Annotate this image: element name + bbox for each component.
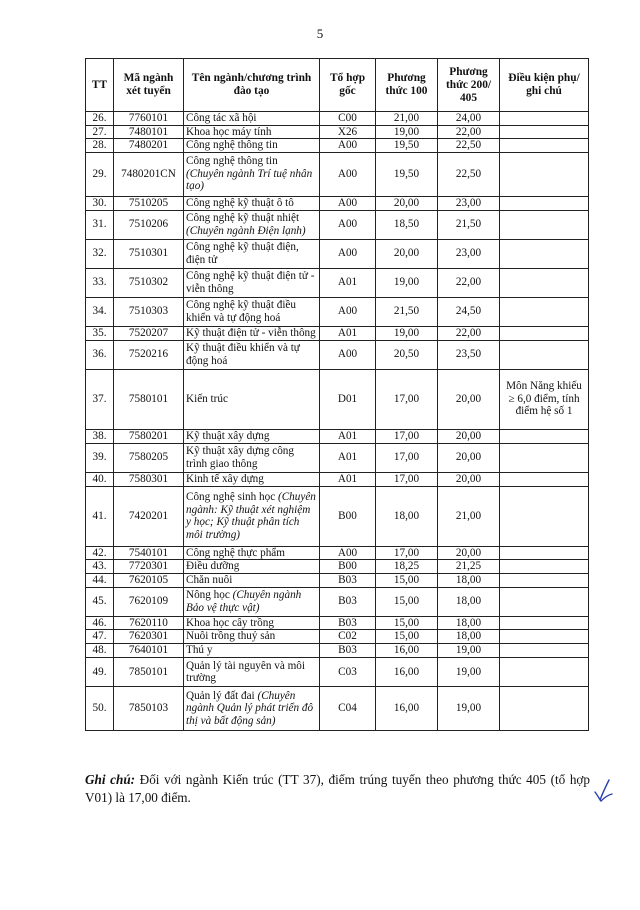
major-name-text: Công nghệ kỹ thuật điện tử - viễn thông bbox=[186, 270, 315, 295]
table-row bbox=[86, 630, 589, 644]
row-subject-group: A00 bbox=[320, 239, 376, 268]
row-method-200-405: 24,50 bbox=[438, 297, 500, 326]
major-name-text: Nuôi trồng thuỷ sản bbox=[186, 630, 276, 643]
row-major-code: 7850103 bbox=[114, 687, 184, 731]
table-row bbox=[86, 443, 589, 472]
major-name-text: Nông học bbox=[186, 589, 230, 601]
footnote-text: Đối với ngành Kiến trúc (TT 37), điểm trúng tuyển theo phương thức 405 (tổ hợp V01) là 17,00 điểm. bbox=[85, 772, 591, 805]
row-major-name bbox=[184, 152, 320, 196]
major-name-text: Công nghệ kỹ thuật điện, điện tử bbox=[186, 241, 299, 266]
row-conditions bbox=[500, 139, 589, 153]
major-name-text: Quản lý tài nguyên và môi trường bbox=[186, 659, 305, 684]
row-method-200-405: 23,50 bbox=[438, 340, 500, 369]
row-conditions bbox=[500, 297, 589, 326]
row-conditions bbox=[500, 587, 589, 616]
row-subject-group: C04 bbox=[320, 687, 376, 731]
row-subject-group: A01 bbox=[320, 268, 376, 297]
row-conditions bbox=[500, 658, 589, 687]
row-major-code: 7420201 bbox=[114, 486, 184, 546]
row-method-100: 16,00 bbox=[376, 658, 438, 687]
row-method-100: 19,00 bbox=[376, 125, 438, 139]
table-row bbox=[86, 573, 589, 587]
row-major-code: 7580205 bbox=[114, 443, 184, 472]
row-method-200-405: 18,00 bbox=[438, 587, 500, 616]
row-subject-group: A00 bbox=[320, 196, 376, 210]
row-tt: 39. bbox=[86, 443, 114, 472]
row-conditions bbox=[500, 152, 589, 196]
table-header-row bbox=[86, 59, 589, 112]
row-major-code: 7640101 bbox=[114, 644, 184, 658]
header-conditions: Điều kiện phụ/ ghi chú bbox=[500, 59, 589, 112]
table-row bbox=[86, 239, 589, 268]
row-method-100: 21,50 bbox=[376, 297, 438, 326]
table-row bbox=[86, 152, 589, 196]
major-name-text: Kỹ thuật điện tử - viễn thông bbox=[186, 326, 316, 339]
major-name-text: Điều dưỡng bbox=[186, 560, 240, 572]
row-major-name bbox=[184, 587, 320, 616]
row-subject-group: B03 bbox=[320, 616, 376, 630]
table-row bbox=[86, 687, 589, 731]
row-conditions bbox=[500, 268, 589, 297]
row-method-100: 20,50 bbox=[376, 340, 438, 369]
row-method-200-405: 19,00 bbox=[438, 658, 500, 687]
row-tt: 31. bbox=[86, 210, 114, 239]
row-tt: 42. bbox=[86, 546, 114, 560]
row-method-200-405: 23,00 bbox=[438, 239, 500, 268]
row-subject-group: A01 bbox=[320, 443, 376, 472]
row-subject-group: B03 bbox=[320, 573, 376, 587]
row-method-200-405: 22,50 bbox=[438, 139, 500, 153]
row-conditions bbox=[500, 112, 589, 126]
major-specialization-text: (Chuyên ngành Điện lạnh) bbox=[186, 224, 306, 237]
row-major-name bbox=[184, 125, 320, 139]
major-name-text: Thú y bbox=[186, 644, 213, 657]
row-major-name bbox=[184, 472, 320, 486]
row-method-100: 20,00 bbox=[376, 239, 438, 268]
row-major-code: 7480201 bbox=[114, 139, 184, 153]
row-major-name bbox=[184, 616, 320, 630]
row-subject-group: B00 bbox=[320, 486, 376, 546]
row-tt: 35. bbox=[86, 326, 114, 340]
table-row bbox=[86, 210, 589, 239]
major-name-text: Chăn nuôi bbox=[186, 573, 233, 586]
footnote-label: Ghi chú: bbox=[85, 772, 136, 787]
row-method-100: 21,00 bbox=[376, 112, 438, 126]
row-major-name bbox=[184, 239, 320, 268]
major-name-text: Kiến trúc bbox=[186, 392, 228, 405]
table-row bbox=[86, 546, 589, 560]
row-conditions bbox=[500, 326, 589, 340]
row-subject-group: X26 bbox=[320, 125, 376, 139]
row-subject-group: A01 bbox=[320, 326, 376, 340]
row-major-name bbox=[184, 486, 320, 546]
row-major-code: 7580101 bbox=[114, 369, 184, 429]
row-major-name bbox=[184, 644, 320, 658]
row-method-200-405: 20,00 bbox=[438, 443, 500, 472]
row-method-100: 19,00 bbox=[376, 268, 438, 297]
row-conditions bbox=[500, 429, 589, 443]
signature-mark bbox=[592, 778, 614, 804]
major-name-text: Kinh tế xây dựng bbox=[186, 472, 264, 485]
row-major-code: 7520207 bbox=[114, 326, 184, 340]
admission-score-table bbox=[85, 58, 589, 731]
row-subject-group: A00 bbox=[320, 139, 376, 153]
row-major-code: 7510303 bbox=[114, 297, 184, 326]
row-major-code: 7580201 bbox=[114, 429, 184, 443]
major-name-text: Công nghệ kỹ thuật điều khiển và tự động hoá bbox=[186, 299, 296, 324]
table-row bbox=[86, 486, 589, 546]
major-name-text: Công nghệ thực phẩm bbox=[186, 546, 285, 559]
row-major-name bbox=[184, 687, 320, 731]
row-conditions bbox=[500, 443, 589, 472]
row-tt: 46. bbox=[86, 616, 114, 630]
row-tt: 40. bbox=[86, 472, 114, 486]
row-conditions bbox=[500, 196, 589, 210]
major-specialization-text: (Chuyên ngành: Kỹ thuật xét nghiệm y học; Kỹ thuật phân tích môi trường) bbox=[186, 491, 316, 541]
row-major-code: 7620110 bbox=[114, 616, 184, 630]
row-tt: 49. bbox=[86, 658, 114, 687]
page-number: 5 bbox=[316, 26, 324, 41]
row-tt: 41. bbox=[86, 486, 114, 546]
row-major-code: 7620301 bbox=[114, 630, 184, 644]
row-major-name bbox=[184, 210, 320, 239]
major-name-text: Quản lý đất đai bbox=[186, 689, 255, 702]
major-specialization-text: (Chuyên ngành Quản lý phát triển đô thị và bất động sản) bbox=[186, 689, 314, 727]
header-major-name: Tên ngành/chương trình đào tạo bbox=[184, 59, 320, 112]
table-row bbox=[86, 112, 589, 126]
row-major-name bbox=[184, 340, 320, 369]
row-subject-group: A00 bbox=[320, 340, 376, 369]
major-name-text: Công tác xã hội bbox=[186, 112, 257, 124]
row-conditions bbox=[500, 560, 589, 574]
table-row bbox=[86, 340, 589, 369]
row-conditions bbox=[500, 239, 589, 268]
header-tt: TT bbox=[86, 59, 114, 112]
major-name-text: Công nghệ kỹ thuật nhiệt bbox=[186, 212, 300, 224]
footnote bbox=[85, 771, 590, 807]
row-method-100: 18,00 bbox=[376, 486, 438, 546]
row-major-code: 7510205 bbox=[114, 196, 184, 210]
major-name-text: Công nghệ sinh học bbox=[186, 491, 276, 503]
row-conditions bbox=[500, 616, 589, 630]
row-major-code: 7620109 bbox=[114, 587, 184, 616]
row-method-100: 17,00 bbox=[376, 429, 438, 443]
row-major-code: 7760101 bbox=[114, 112, 184, 126]
header-major-code: Mã ngành xét tuyển bbox=[114, 59, 184, 112]
row-subject-group: A00 bbox=[320, 546, 376, 560]
row-major-name bbox=[184, 369, 320, 429]
row-method-200-405: 19,00 bbox=[438, 644, 500, 658]
table-row bbox=[86, 658, 589, 687]
header-subject-group: Tổ hợp gốc bbox=[320, 59, 376, 112]
table-row bbox=[86, 297, 589, 326]
row-tt: 26. bbox=[86, 112, 114, 126]
row-method-200-405: 22,00 bbox=[438, 268, 500, 297]
table-row bbox=[86, 429, 589, 443]
major-name-text: Kỹ thuật xây dựng công trình giao thông bbox=[186, 445, 294, 470]
row-method-100: 19,50 bbox=[376, 152, 438, 196]
row-method-100: 15,00 bbox=[376, 616, 438, 630]
row-method-200-405: 23,00 bbox=[438, 196, 500, 210]
row-tt: 27. bbox=[86, 125, 114, 139]
row-tt: 29. bbox=[86, 152, 114, 196]
row-method-200-405: 22,50 bbox=[438, 152, 500, 196]
row-major-code: 7480101 bbox=[114, 125, 184, 139]
row-tt: 37. bbox=[86, 369, 114, 429]
row-tt: 43. bbox=[86, 560, 114, 574]
row-major-name bbox=[184, 196, 320, 210]
header-method-200-405: Phương thức 200/ 405 bbox=[438, 59, 500, 112]
row-tt: 33. bbox=[86, 268, 114, 297]
row-method-100: 16,00 bbox=[376, 687, 438, 731]
major-name-text: Công nghệ thông tin bbox=[186, 155, 278, 168]
row-conditions bbox=[500, 687, 589, 731]
row-subject-group: B03 bbox=[320, 644, 376, 658]
row-conditions bbox=[500, 630, 589, 644]
row-major-code: 7510301 bbox=[114, 239, 184, 268]
table-row bbox=[86, 268, 589, 297]
row-subject-group: C02 bbox=[320, 630, 376, 644]
row-method-200-405: 18,00 bbox=[438, 616, 500, 630]
row-major-code: 7510302 bbox=[114, 268, 184, 297]
row-method-100: 15,00 bbox=[376, 587, 438, 616]
row-tt: 44. bbox=[86, 573, 114, 587]
row-tt: 50. bbox=[86, 687, 114, 731]
table-row bbox=[86, 125, 589, 139]
row-method-100: 17,00 bbox=[376, 472, 438, 486]
row-conditions bbox=[500, 573, 589, 587]
row-method-100: 18,50 bbox=[376, 210, 438, 239]
row-subject-group: A01 bbox=[320, 472, 376, 486]
row-tt: 28. bbox=[86, 139, 114, 153]
row-conditions: Môn Năng khiếu ≥ 6,0 điểm, tính điểm hệ số 1 bbox=[500, 369, 589, 429]
row-major-name bbox=[184, 560, 320, 574]
row-method-200-405: 22,00 bbox=[438, 125, 500, 139]
table-row bbox=[86, 196, 589, 210]
row-method-200-405: 22,00 bbox=[438, 326, 500, 340]
row-subject-group: D01 bbox=[320, 369, 376, 429]
row-major-code: 7720301 bbox=[114, 560, 184, 574]
row-subject-group: B00 bbox=[320, 560, 376, 574]
row-conditions bbox=[500, 546, 589, 560]
row-tt: 34. bbox=[86, 297, 114, 326]
row-method-200-405: 21,00 bbox=[438, 486, 500, 546]
table-row bbox=[86, 644, 589, 658]
row-major-name bbox=[184, 658, 320, 687]
row-method-200-405: 20,00 bbox=[438, 429, 500, 443]
row-tt: 32. bbox=[86, 239, 114, 268]
row-method-200-405: 19,00 bbox=[438, 687, 500, 731]
row-major-name bbox=[184, 443, 320, 472]
row-tt: 47. bbox=[86, 630, 114, 644]
row-subject-group: C03 bbox=[320, 658, 376, 687]
table-row bbox=[86, 560, 589, 574]
row-method-200-405: 18,00 bbox=[438, 573, 500, 587]
row-tt: 30. bbox=[86, 196, 114, 210]
row-conditions bbox=[500, 486, 589, 546]
table-row bbox=[86, 369, 589, 429]
row-method-100: 17,00 bbox=[376, 546, 438, 560]
row-method-100: 19,50 bbox=[376, 139, 438, 153]
major-name-text: Công nghệ kỹ thuật ô tô bbox=[186, 196, 294, 209]
row-major-name bbox=[184, 268, 320, 297]
row-major-code: 7520216 bbox=[114, 340, 184, 369]
row-subject-group: A00 bbox=[320, 210, 376, 239]
row-method-200-405: 20,00 bbox=[438, 369, 500, 429]
table-row bbox=[86, 616, 589, 630]
row-method-200-405: 18,00 bbox=[438, 630, 500, 644]
row-major-name bbox=[184, 297, 320, 326]
row-method-100: 16,00 bbox=[376, 644, 438, 658]
row-major-code: 7620105 bbox=[114, 573, 184, 587]
header-method-100: Phương thức 100 bbox=[376, 59, 438, 112]
row-major-name bbox=[184, 139, 320, 153]
row-method-200-405: 24,00 bbox=[438, 112, 500, 126]
row-major-code: 7540101 bbox=[114, 546, 184, 560]
row-subject-group: A01 bbox=[320, 429, 376, 443]
row-major-name bbox=[184, 573, 320, 587]
table-row bbox=[86, 326, 589, 340]
major-name-text: Khoa học máy tính bbox=[186, 125, 272, 138]
row-conditions bbox=[500, 340, 589, 369]
row-conditions bbox=[500, 644, 589, 658]
major-name-text: Kỹ thuật xây dựng bbox=[186, 429, 270, 442]
row-major-name bbox=[184, 429, 320, 443]
row-major-code: 7850101 bbox=[114, 658, 184, 687]
row-method-100: 18,25 bbox=[376, 560, 438, 574]
row-method-100: 17,00 bbox=[376, 443, 438, 472]
major-specialization-text: (Chuyên ngành Trí tuệ nhân tạo) bbox=[186, 167, 313, 193]
row-method-100: 20,00 bbox=[376, 196, 438, 210]
row-major-name bbox=[184, 630, 320, 644]
row-conditions bbox=[500, 125, 589, 139]
row-conditions bbox=[500, 472, 589, 486]
major-name-text: Công nghệ thông tin bbox=[186, 139, 278, 151]
row-subject-group: A00 bbox=[320, 152, 376, 196]
row-conditions bbox=[500, 210, 589, 239]
row-major-name bbox=[184, 326, 320, 340]
row-major-code: 7480201CN bbox=[114, 152, 184, 196]
row-method-100: 19,00 bbox=[376, 326, 438, 340]
row-method-100: 17,00 bbox=[376, 369, 438, 429]
row-method-200-405: 21,50 bbox=[438, 210, 500, 239]
row-tt: 38. bbox=[86, 429, 114, 443]
row-major-code: 7580301 bbox=[114, 472, 184, 486]
table-row bbox=[86, 587, 589, 616]
row-method-200-405: 21,25 bbox=[438, 560, 500, 574]
major-specialization-text: (Chuyên ngành Bảo vệ thực vật) bbox=[186, 589, 302, 614]
row-tt: 48. bbox=[86, 644, 114, 658]
row-major-name bbox=[184, 546, 320, 560]
row-major-name bbox=[184, 112, 320, 126]
row-major-code: 7510206 bbox=[114, 210, 184, 239]
table-row bbox=[86, 472, 589, 486]
row-method-200-405: 20,00 bbox=[438, 546, 500, 560]
row-method-100: 15,00 bbox=[376, 630, 438, 644]
row-tt: 36. bbox=[86, 340, 114, 369]
row-method-100: 15,00 bbox=[376, 573, 438, 587]
major-name-text: Khoa học cây trồng bbox=[186, 616, 274, 629]
row-subject-group: B03 bbox=[320, 587, 376, 616]
row-method-200-405: 20,00 bbox=[438, 472, 500, 486]
row-tt: 45. bbox=[86, 587, 114, 616]
major-name-text: Kỹ thuật điều khiển và tự động hoá bbox=[186, 342, 300, 367]
table-row bbox=[86, 139, 589, 153]
row-subject-group: C00 bbox=[320, 112, 376, 126]
row-subject-group: A00 bbox=[320, 297, 376, 326]
